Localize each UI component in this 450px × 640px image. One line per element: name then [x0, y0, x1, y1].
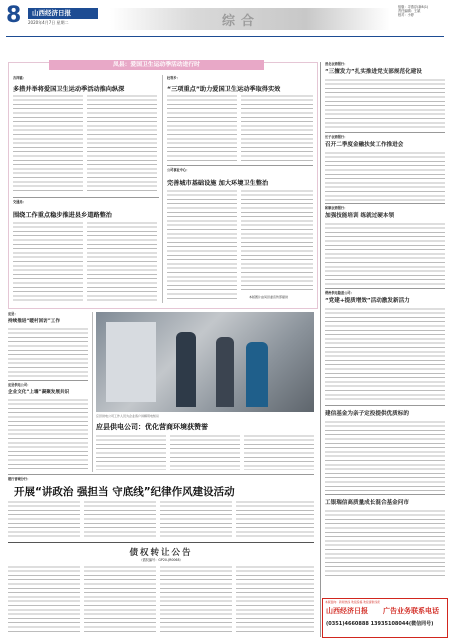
notice-title: 债权转让公告 — [129, 548, 193, 558]
a3-body-2 — [87, 221, 157, 303]
notice-body-2 — [84, 565, 156, 635]
ying-county-section — [8, 312, 88, 472]
a5-kicker: 应县： — [8, 312, 18, 316]
a2-kicker: 杜利乡： — [167, 76, 180, 80]
issue-date: 2020年4月7日 星期二 — [28, 20, 69, 25]
a1-body-2 — [87, 94, 157, 194]
page-header — [0, 0, 450, 45]
feng-banner — [49, 60, 264, 70]
right-column-rule — [320, 62, 321, 637]
section-banner — [110, 8, 390, 30]
a4-body — [167, 189, 237, 301]
ad-label: 山西经济日报 — [326, 607, 368, 615]
a4-body-2 — [241, 189, 313, 291]
a7-body-3 — [244, 434, 314, 470]
a8-body-2 — [84, 500, 156, 538]
r2-rule — [325, 203, 445, 204]
a1-rule — [13, 197, 159, 198]
a8-top-rule — [8, 474, 314, 475]
section-title: 综合 — [222, 14, 261, 29]
a4-title: 完善城市基础设施 加大环境卫生整治 — [167, 180, 269, 187]
r5-title: 建信基金为亲子定投提供优质标的 — [325, 411, 409, 417]
r3-kicker: 和顺农商银行： — [325, 206, 348, 210]
a4-kicker: 公司事业中心： — [167, 168, 190, 172]
a3-body — [13, 221, 83, 303]
a1-title: 多措并举将爱国卫生运动季活动推向纵深 — [13, 86, 125, 93]
paper-name: 山西经济日报 — [32, 9, 71, 17]
r3-rule — [325, 288, 445, 289]
photo-figure-2 — [216, 337, 234, 407]
header-rule — [6, 36, 444, 37]
page-number: 8 — [6, 3, 22, 28]
a3-kicker: 交通局： — [13, 200, 26, 204]
editor-line-2: 责任编辑：王斌 — [398, 9, 421, 13]
photo1-credit: 本版图片由凤县委宣传部提供 — [249, 295, 289, 299]
notice-body-1 — [8, 565, 80, 635]
a8-kicker: 建行晋城分行： — [8, 477, 31, 481]
notice-title-band — [108, 546, 214, 557]
a1-kicker: 吉祥镇： — [13, 76, 26, 80]
column-rule-2 — [92, 312, 93, 472]
r3-title: 加强技能培训 练就过硬本领 — [325, 213, 395, 219]
editor-line-3: 校对：小婷 — [398, 13, 414, 17]
photo-figure-3 — [246, 342, 268, 407]
r6-body — [325, 509, 445, 579]
ad-title: 广告业务联系电话 — [383, 607, 439, 615]
feng-banner-title: 凤县：爱国卫生运动季活动进行时 — [113, 62, 200, 68]
r1-kicker: 晋北农商银行： — [325, 62, 348, 66]
r1-body — [325, 78, 445, 130]
r4-body — [325, 307, 445, 403]
a6-body — [8, 398, 88, 470]
ying-power-photo — [96, 312, 314, 412]
a8-body-3 — [160, 500, 232, 538]
notice-body-4 — [236, 565, 314, 635]
a8-body — [8, 500, 80, 538]
a5-body — [8, 327, 88, 377]
ad-phones: (0351)4660888 13935108044(微信同号) — [326, 621, 434, 627]
r3-body — [325, 222, 445, 286]
photo2-caption: 应县供电公司工作人员为企业客户讲解用电知识 — [96, 414, 160, 418]
r2-body — [325, 151, 445, 201]
a2-title: “三项重点”助力爱国卫生运动季取得实效 — [167, 86, 281, 93]
notice-body-3 — [160, 565, 232, 635]
right-column — [325, 62, 445, 637]
a7-body-2 — [170, 434, 240, 470]
photo-figure-1 — [176, 332, 196, 407]
a3-title: 围绕工作重点稳步推进县乡道路整治 — [13, 212, 112, 219]
r4-kicker: 朔州供电隐道公司： — [325, 291, 354, 295]
photo-cabinet — [106, 322, 156, 402]
r2-title: 召开二季度金融扶贫工作推进会 — [325, 142, 404, 148]
column-rule — [162, 75, 163, 303]
a2-body-2 — [241, 94, 313, 162]
a2-body — [167, 94, 237, 162]
a5-title: 持续推进“暖村回访”工作 — [8, 319, 60, 324]
a6-kicker: 应县供电公司： — [8, 383, 31, 387]
r5-body — [325, 420, 445, 492]
a5-rule — [8, 380, 88, 381]
paper-name-badge — [28, 8, 98, 19]
a6-title: 企业文化“上墙”凝聚发展共识 — [8, 390, 70, 395]
r5-rule — [325, 494, 445, 495]
a7-body — [96, 434, 166, 470]
a7-title: 应县供电公司：优化营商环境获赞誉 — [96, 423, 208, 431]
a8-body-4 — [236, 500, 314, 538]
r4-rule — [325, 405, 445, 406]
notice-subtitle: （债权编号：GP20-JR0068） — [139, 558, 183, 562]
debt-transfer-notice — [8, 542, 314, 637]
editor-line-1: 组版：寻燕浮(新8(1) — [398, 5, 429, 9]
editor-info — [398, 5, 448, 17]
ad-small-line: 本版面向：新闻热线 欢迎投稿 欢迎提供线索 — [325, 600, 380, 604]
a2-rule — [167, 165, 313, 166]
r4-title: “党建+提质增效”活动激发新活力 — [325, 298, 410, 304]
a8-title: 开展“讲政治 强担当 守底线”纪律作风建设活动 — [14, 486, 235, 498]
r1-rule — [325, 132, 445, 133]
a1-body — [13, 94, 83, 194]
r2-kicker: 长子农商银行： — [325, 135, 348, 139]
ad-box — [322, 598, 448, 638]
feng-county-block — [8, 62, 318, 309]
r6-title: 工银瑞信高质量成长混合基金问市 — [325, 500, 409, 506]
r1-title: “三擅发力”扎实推进党支部规范化建设 — [325, 69, 422, 75]
